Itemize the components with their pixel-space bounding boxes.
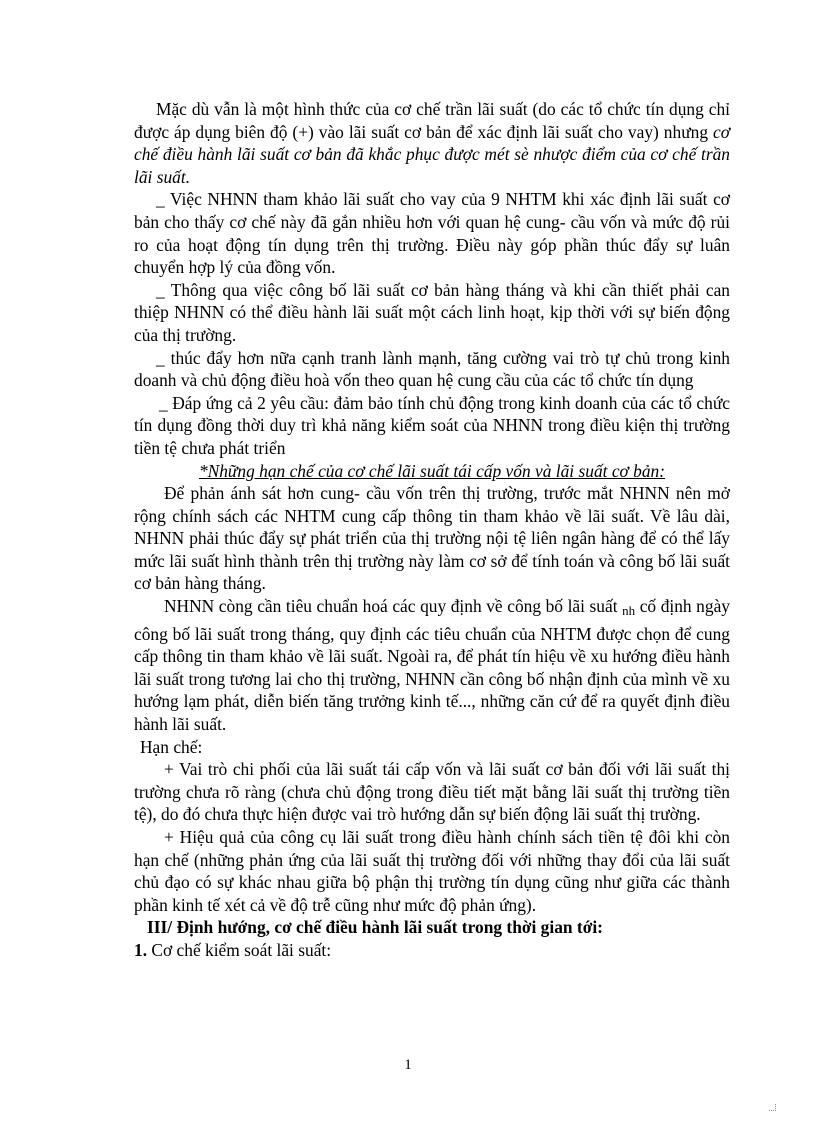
heading-co-che-number: 1. — [134, 939, 148, 960]
paragraph-7 — [134, 595, 730, 736]
paragraph-7-part1: NHNN còng cần tiêu chuẩn hoá các quy định về công bố lãi suất — [164, 596, 623, 617]
paragraph-5: _ Đáp ứng cả 2 yêu cầu: đảm bảo tính chủ động trong kinh doanh của các tổ chức tín dụng đồng thời duy trì khả năng kiểm soát của NHNN trong điều kiện thị trường tiền tệ chưa phát triển — [134, 392, 730, 458]
heading-han-che: Hạn chế: — [140, 736, 203, 757]
paragraph-2: _ Việc NHNN tham khảo lãi suất cho vay của 9 NHTM khi xác định lãi suất cơ bản cho thấy cơ chế này đã gắn nhiều hơn với quan hệ cung- cầu vốn và mức độ rủi ro của hoạt động tín dụng trên thị trường. Điều này góp phần thúc đẩy sự luân chuyển hợp lý của đồng vốn. — [134, 189, 730, 278]
heading-dinh-huong: III/ Định hướng, cơ chế điều hành lãi suất trong thời gian tới: — [147, 917, 603, 938]
page-corner-mark — [769, 1104, 776, 1111]
paragraph-1 — [134, 98, 730, 188]
paragraph-6: Để phản ánh sát hơn cung- cầu vốn trên thị trường, trước mắt NHNN nên mở rộng chính sách các NHTM cung cấp thông tin tham khảo về lãi suất. Về lâu dài, NHNN phải thúc đẩy sự phát triển của thị trường nội tệ liên ngân hàng để có thể lấy mức lãi suất hình thành trên thị trường này làm cơ sở để tính toán và công bố lãi suất cơ bản hàng tháng. — [134, 483, 730, 594]
paragraph-7-sub: nh — [622, 603, 636, 619]
paragraph-7-part2: cố định ngày công bố lãi suất trong tháng, quy định các tiêu chuẩn của NHTM được chọn để cung cấp thông tin tham khảo về lãi suất. Ngoài ra, để phát tín hiệu về xu hướng điều hành lãi suất trong tương lai cho thị trường, NHNN cần công bố nhận định của mình về xu hướng lạm phát, diễn biến tăng trưởng kinh tế..., những căn cứ để ra quyết định điều hành lãi suất. — [134, 596, 730, 735]
paragraph-9: + Hiệu quả của công cụ lãi suất trong điều hành chính sách tiền tệ đôi khi còn hạn chế (những phản ứng của lãi suất thị trường đối với những thay đổi của lãi suất chủ đạo có sự khác nhau giữa bộ phận thị trường tín dụng cũng như giữa các thành phần kinh tế xét cả về độ trễ cũng như mức độ phản ứng). — [134, 827, 730, 915]
section-title-han-che: *Những hạn chế của cơ chế lãi suất tái cấp vốn và lãi suất cơ bản: — [198, 460, 666, 481]
document-page — [134, 98, 730, 962]
paragraph-1-italic: cơ chế điều hành lãi suất cơ bản đã khắc phục được mét sè nhược điểm của cơ chế trần lãi suất. — [134, 121, 730, 187]
heading-co-che-text: Cơ chế kiểm soát lãi suất: — [147, 939, 332, 960]
paragraph-4: _ thúc đẩy hơn nữa cạnh tranh lành mạnh, tăng cường vai trò tự chủ trong kinh doanh và chủ động điều hoà vốn theo quan hệ cung cầu của các tổ chức tín dụng — [134, 347, 730, 391]
paragraph-3: _ Thông qua việc công bố lãi suất cơ bản hàng tháng và khi cần thiết phải can thiệp NHNN có thể điều hành lãi suất một cách linh hoạt, kịp thời với sự biến động của thị trường. — [134, 279, 730, 345]
page-number: 1 — [404, 1057, 412, 1073]
paragraph-8: + Vai trò chi phối của lãi suất tái cấp vốn và lãi suất cơ bản đối với lãi suất thị trường chưa rõ ràng (chưa chủ động trong điều tiết mặt bằng lãi suất thị trường tiền tệ), do đó chưa thực hiện được vai trò hướng dẫn sự biến động lãi suất thị trường. — [134, 759, 730, 825]
paragraph-1-regular: Mặc dù vẫn là một hình thức của cơ chế trần lãi suất (do các tổ chức tín dụng chỉ được áp dụng biên độ (+) vào lãi suất cơ bản để xác định lãi suất cho vay) nhưng — [134, 99, 730, 142]
heading-co-che — [134, 939, 730, 962]
